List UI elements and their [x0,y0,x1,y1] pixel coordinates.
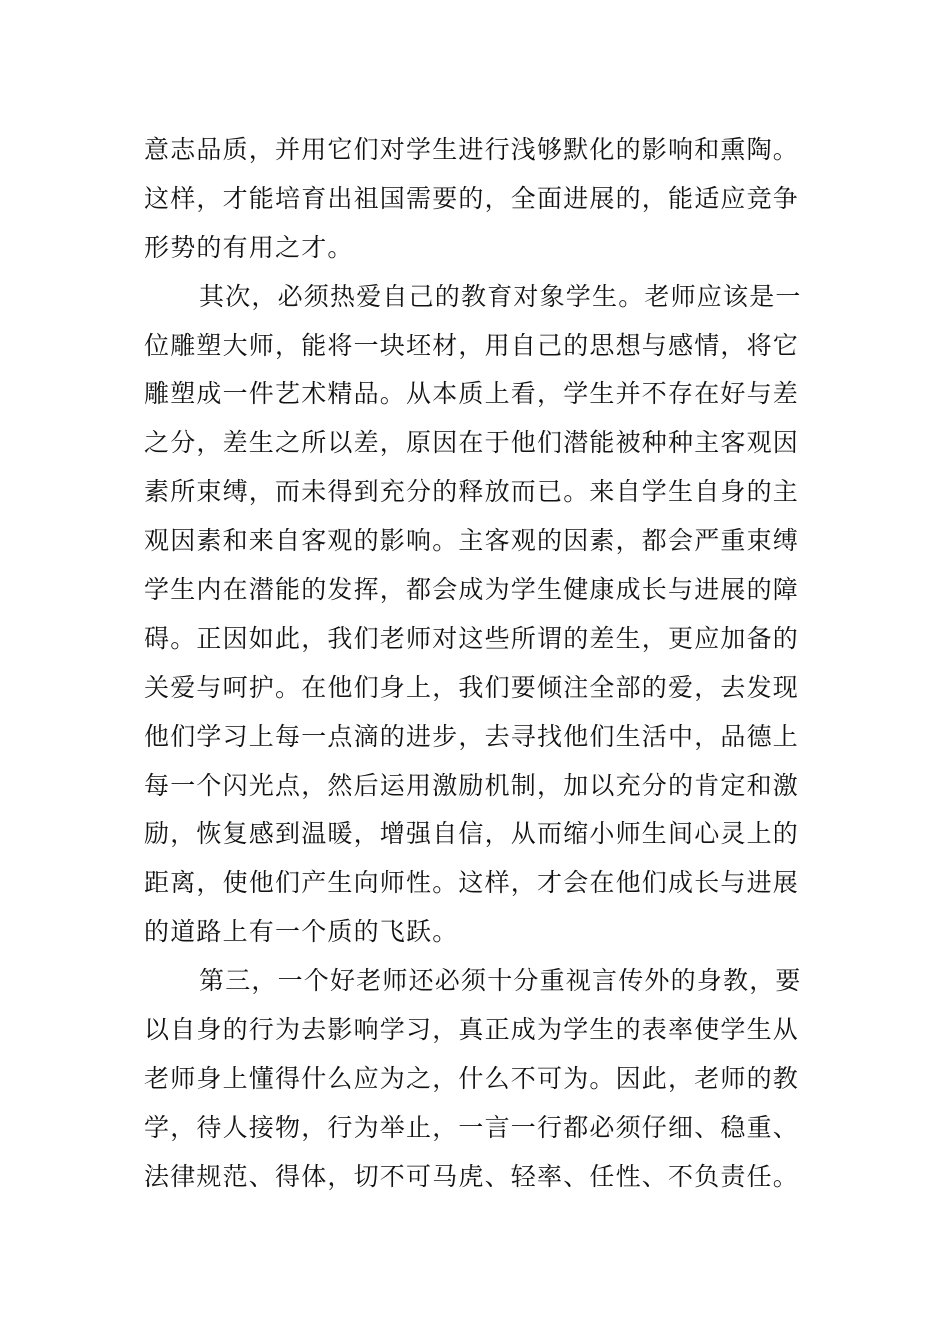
text-line: 碍。正因如此，我们老师对这些所谓的差生，更应加备的 [144,623,800,653]
text-line: 励，恢复感到温暖，增强自信，从而缩小师生间心灵上的 [144,819,800,849]
text-line: 学，待人接物，行为举止，一言一行都必须仔细、稳重、 [144,1112,800,1142]
text-line: 第三，一个好老师还必须十分重视言传外的身教，要 [199,966,802,996]
text-line: 的道路上有一个质的飞跃。 [144,917,459,947]
text-line: 观因素和来自客观的影响。主客观的因素，都会严重束缚 [144,526,800,556]
text-line: 位雕塑大师，能将一块坯材，用自己的思想与感情，将它 [144,330,800,360]
text-line: 老师身上懂得什么应为之，什么不可为。因此，老师的教 [144,1063,800,1093]
text-line: 以自身的行为去影响学习，真正成为学生的表率使学生从 [144,1015,800,1045]
body-text [144,126,810,1202]
text-line: 之分，差生之所以差，原因在于他们潜能被种种主客观因 [144,428,800,458]
text-line: 学生内在潜能的发挥，都会成为学生健康成长与进展的障 [144,575,800,605]
text-line: 其次，必须热爱自己的教育对象学生。老师应该是一 [199,281,802,311]
text-line: 距离，使他们产生向师性。这样，才会在他们成长与进展 [144,868,800,898]
text-line: 这样，才能培育出祖国需要的，全面进展的，能适应竞争 [144,183,800,213]
text-line: 他们学习上每一点滴的进步，去寻找他们生活中，品德上 [144,721,800,751]
text-line: 形势的有用之才。 [144,232,354,262]
text-line: 素所束缚，而未得到充分的释放而已。来自学生自身的主 [144,477,800,507]
text-line: 法律规范、得体，切不可马虎、轻率、任性、不负责任。 [144,1161,800,1191]
paragraph-2 [144,273,810,957]
paragraph-3 [144,957,810,1201]
text-line: 意志品质，并用它们对学生进行浅够默化的影响和熏陶。 [144,135,800,164]
text-line: 雕塑成一件艺术精品。从本质上看，学生并不存在好与差 [144,379,800,409]
text-line: 每一个闪光点，然后运用激励机制，加以充分的肯定和激 [144,770,800,800]
paragraph-1 [144,126,810,273]
text-line: 关爱与呵护。在他们身上，我们要倾注全部的爱，去发现 [144,672,800,702]
